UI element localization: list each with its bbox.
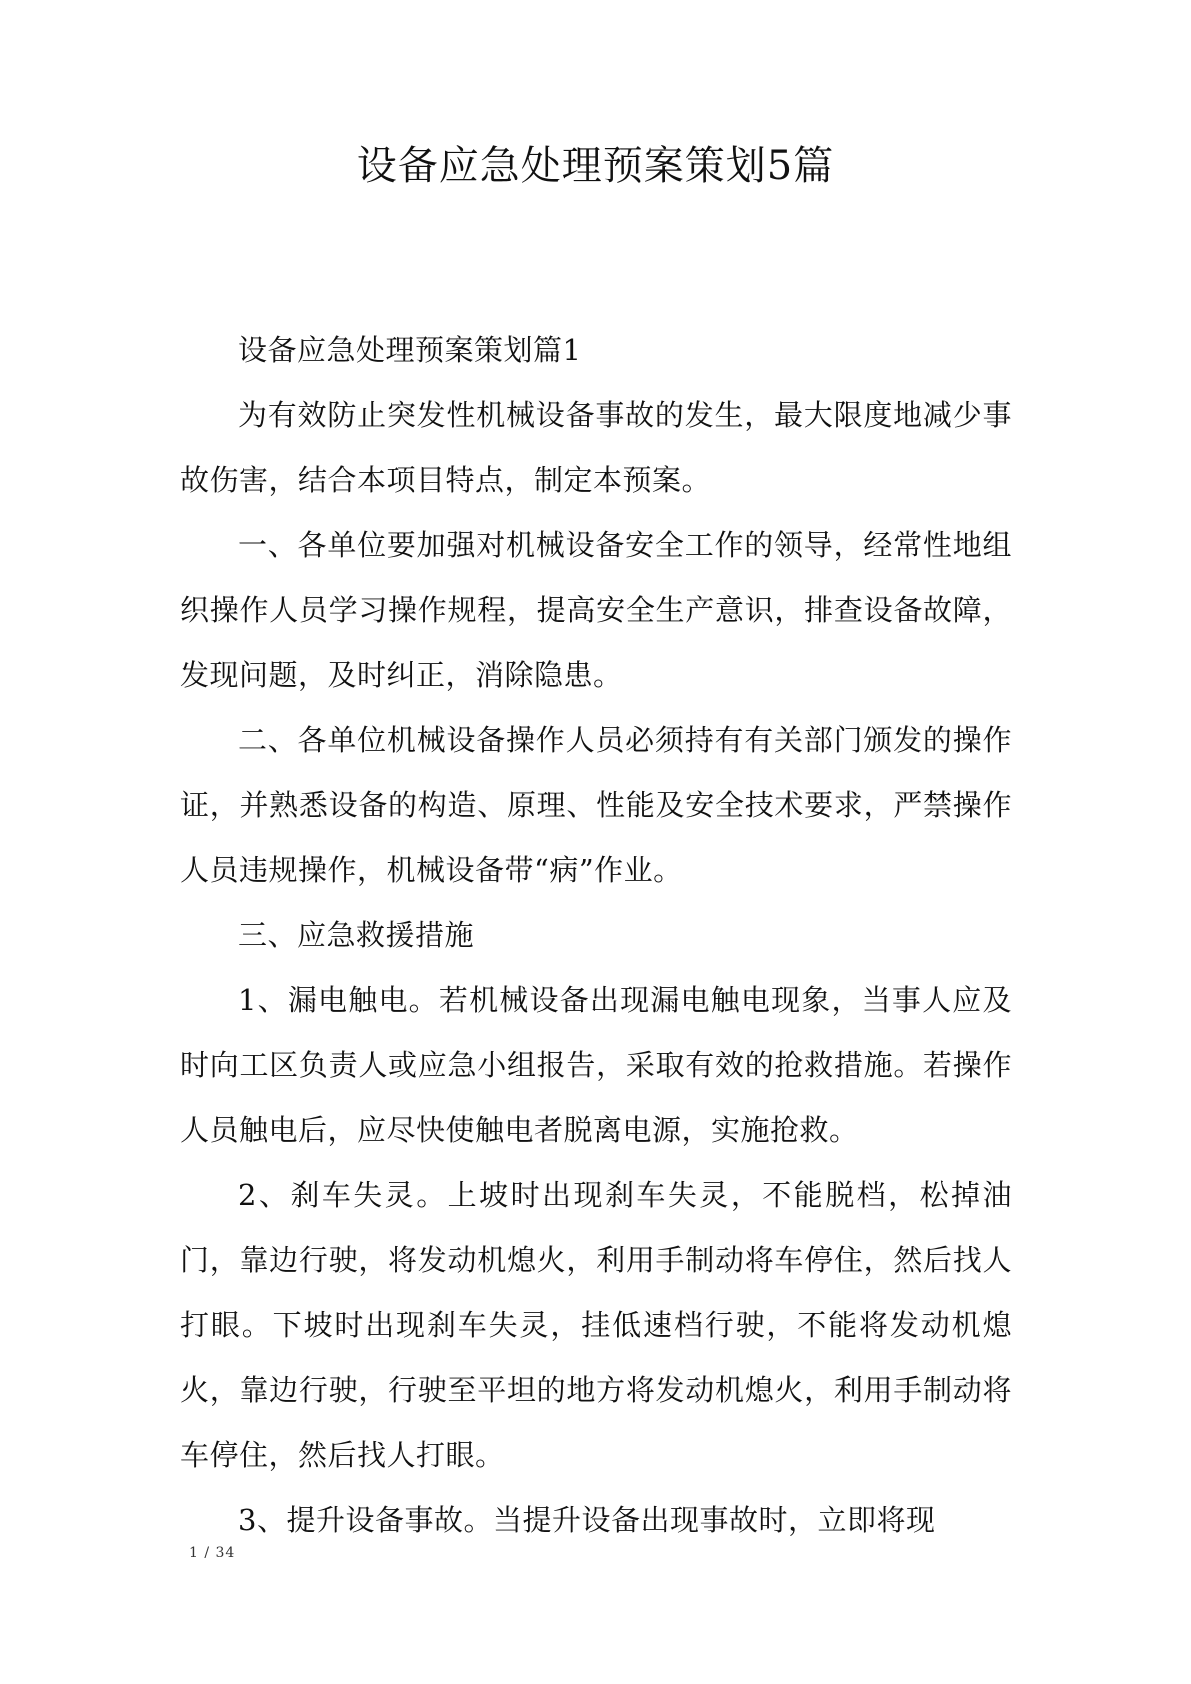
paragraph-item-2: 二、各单位机械设备操作人员必须持有有关部门颁发的操作证，并熟悉设备的构造、原理、性能及安全技术要求，严禁操作人员违规操作，机械设备带“病”作业。 xyxy=(180,723,1012,887)
paragraph-intro: 为有效防止突发性机械设备事故的发生，最大限度地减少事故伤害，结合本项目特点，制定本预案。 xyxy=(180,398,1012,497)
section-heading-1: 设备应急处理预案策划篇1 xyxy=(238,333,582,367)
paragraph-item-3-heading: 三、应急救援措施 xyxy=(238,918,475,952)
document-title: 设备应急处理预案策划5篇 xyxy=(356,143,835,189)
paragraph-item-1: 一、各单位要加强对机械设备安全工作的领导，经常性地组织操作人员学习操作规程，提高安全生产意识，排查设备故障，发现问题，及时纠正，消除隐患。 xyxy=(180,528,1012,692)
document-body xyxy=(180,318,1012,1553)
page-number: 1 / 34 xyxy=(189,1545,236,1561)
paragraph-measure-1: 1、漏电触电。若机械设备出现漏电触电现象，当事人应及时向工区负责人或应急小组报告，采取有效的抢救措施。若操作人员触电后，应尽快使触电者脱离电源，实施抢救。 xyxy=(180,983,1012,1147)
paragraph-measure-3: 3、提升设备事故。当提升设备出现事故时，立即将现 xyxy=(238,1503,936,1537)
paragraph-measure-2: 2、刹车失灵。上坡时出现刹车失灵，不能脱档，松掉油门，靠边行驶，将发动机熄火，利用手制动将车停住，然后找人打眼。下坡时出现刹车失灵，挂低速档行驶，不能将发动机熄火，靠边行驶，行驶至平坦的地方将发动机熄火，利用手制动将车停住，然后找人打眼。 xyxy=(180,1178,1012,1472)
